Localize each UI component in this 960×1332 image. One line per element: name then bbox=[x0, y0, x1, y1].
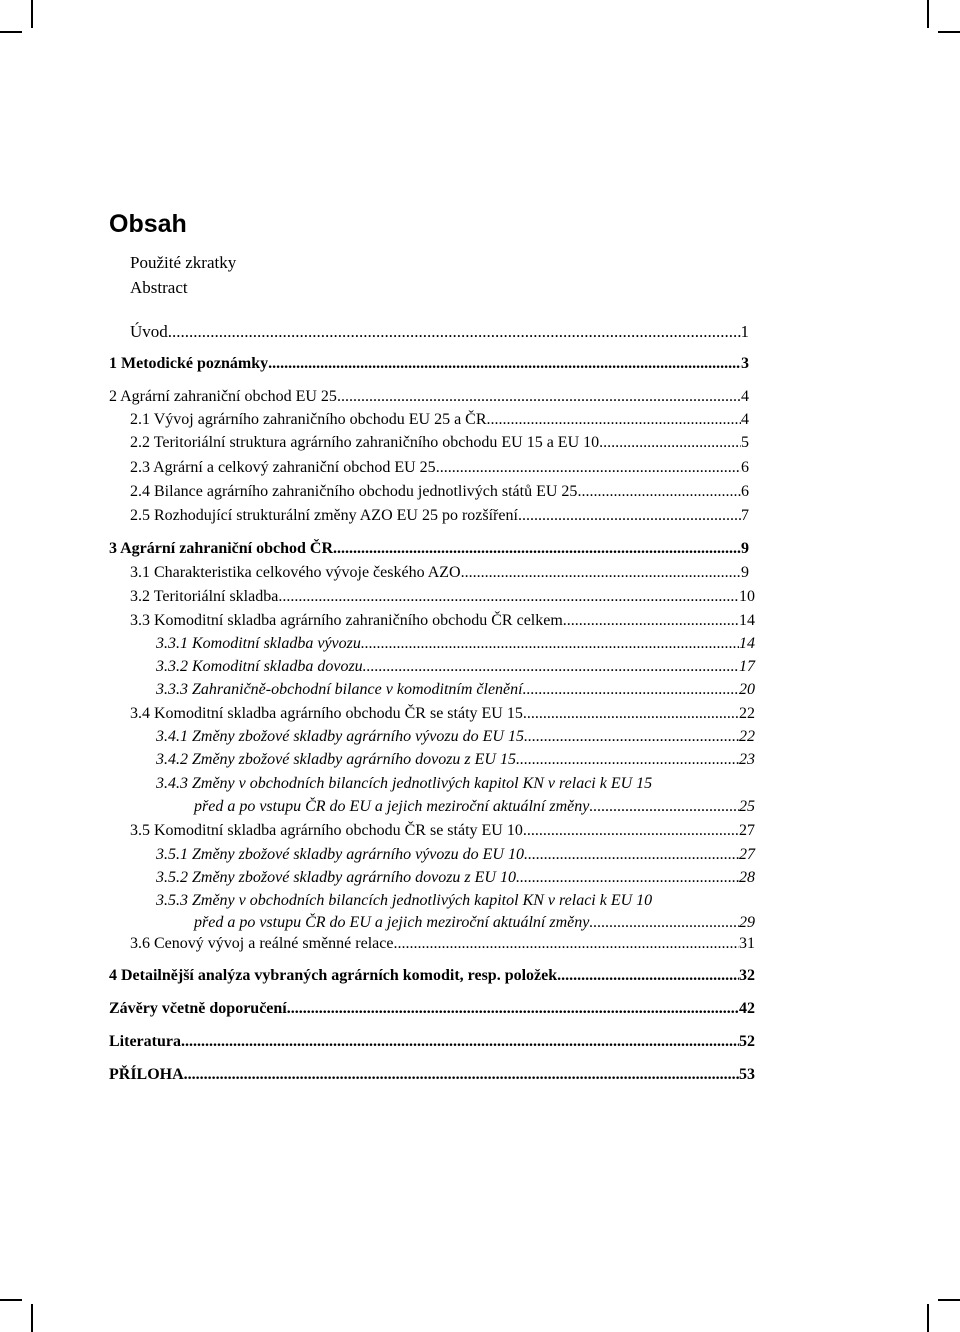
toc-entry[interactable]: 3.4 Komoditní skladba agrárního obchodu ČR se státy EU 15 ..... 22 bbox=[130, 704, 755, 724]
toc-entry[interactable]: 3.3.3 Zahraničně-obchodní bilance v komoditním členění ..... 20 bbox=[156, 680, 755, 700]
crop-mark bbox=[31, 1304, 33, 1332]
toc-entry[interactable]: Literatura ..... 52 bbox=[109, 1032, 755, 1052]
toc-entry[interactable]: 3.5.2 Změny zbožové skladby agrárního dovozu z EU 10 ..... 28 bbox=[156, 868, 755, 888]
crop-mark bbox=[938, 31, 960, 33]
toc-entry[interactable]: 3.4.2 Změny zbožové skladby agrárního dovozu z EU 15 ..... 23 bbox=[156, 750, 755, 770]
toc-entry[interactable]: 2.4 Bilance agrárního zahraničního obchodu jednotlivých států EU 25 ..... 6 bbox=[130, 482, 749, 502]
crop-mark bbox=[938, 1299, 960, 1301]
toc-entry[interactable]: 3.3.2 Komoditní skladba dovozu ..... 17 bbox=[156, 657, 755, 677]
toc-entry[interactable]: 3.1 Charakteristika celkového vývoje českého AZO ..... 9 bbox=[130, 563, 749, 583]
toc-entry[interactable]: 3.3 Komoditní skladba agrárního zahraničního obchodu ČR celkem ..... 14 bbox=[130, 611, 755, 631]
crop-mark bbox=[927, 0, 929, 28]
crop-mark bbox=[927, 1304, 929, 1332]
toc-entry-first-line[interactable]: 3.4.3 Změny v obchodních bilancích jednotlivých kapitol KN v relaci k EU 15 bbox=[156, 775, 653, 792]
toc-entry-first-line[interactable]: 3.5.3 Změny v obchodních bilancích jednotlivých kapitol KN v relaci k EU 10 bbox=[156, 892, 653, 909]
toc-entry[interactable]: 3 Agrární zahraniční obchod ČR ..... 9 bbox=[109, 539, 749, 559]
toc-entry[interactable]: Úvod ..... 1 bbox=[130, 322, 749, 342]
toc-entry[interactable]: 3.6 Cenový vývoj a reálné směnné relace ..... 31 bbox=[130, 934, 755, 954]
toc-entry[interactable]: 3.5 Komoditní skladba agrárního obchodu ČR se státy EU 10 ..... 27 bbox=[130, 821, 755, 841]
crop-mark bbox=[0, 31, 22, 33]
toc-entry[interactable]: Závěry včetně doporučení ..... 42 bbox=[109, 999, 755, 1019]
toc-entry[interactable]: 2.3 Agrární a celkový zahraniční obchod EU 25 ..... 6 bbox=[130, 458, 749, 478]
toc-entry[interactable]: 2.2 Teritoriální struktura agrárního zahraničního obchodu EU 15 a EU 10 ..... 5 bbox=[130, 433, 749, 453]
toc-entry[interactable]: 3.3.1 Komoditní skladba vývozu ..... 14 bbox=[156, 634, 755, 654]
toc-entry[interactable]: 2 Agrární zahraniční obchod EU 25 ..... 4 bbox=[109, 387, 749, 407]
toc-entry[interactable]: 3.5.1 Změny zbožové skladby agrárního vývozu do EU 10 ..... 27 bbox=[156, 845, 755, 865]
toc-entry[interactable]: 3.4.1 Změny zbožové skladby agrárního vývozu do EU 15 ..... 22 bbox=[156, 727, 755, 747]
crop-mark bbox=[0, 1299, 22, 1301]
toc-entry[interactable]: před a po vstupu ČR do EU a jejich meziroční aktuální změny ..... 29 bbox=[194, 913, 755, 933]
toc-entry[interactable]: PŘÍLOHA ..... 53 bbox=[109, 1065, 755, 1085]
page-title: Obsah bbox=[109, 210, 187, 238]
toc-entry[interactable]: 1 Metodické poznámky ..... 3 bbox=[109, 354, 749, 374]
toc-entry[interactable]: 4 Detailnější analýza vybraných agrárních komodit, resp. položek ..... 32 bbox=[109, 966, 755, 986]
front-item: Abstract bbox=[130, 278, 188, 297]
toc-entry[interactable]: 2.5 Rozhodující strukturální změny AZO EU 25 po rozšíření ..... 7 bbox=[130, 506, 749, 526]
crop-mark bbox=[31, 0, 33, 28]
front-item: Použité zkratky bbox=[130, 253, 237, 272]
toc-entry[interactable]: 3.2 Teritoriální skladba ..... 10 bbox=[130, 587, 755, 607]
toc-entry[interactable]: před a po vstupu ČR do EU a jejich meziroční aktuální změny ..... 25 bbox=[194, 797, 755, 817]
toc-entry[interactable]: 2.1 Vývoj agrárního zahraničního obchodu EU 25 a ČR ..... 4 bbox=[130, 410, 749, 430]
